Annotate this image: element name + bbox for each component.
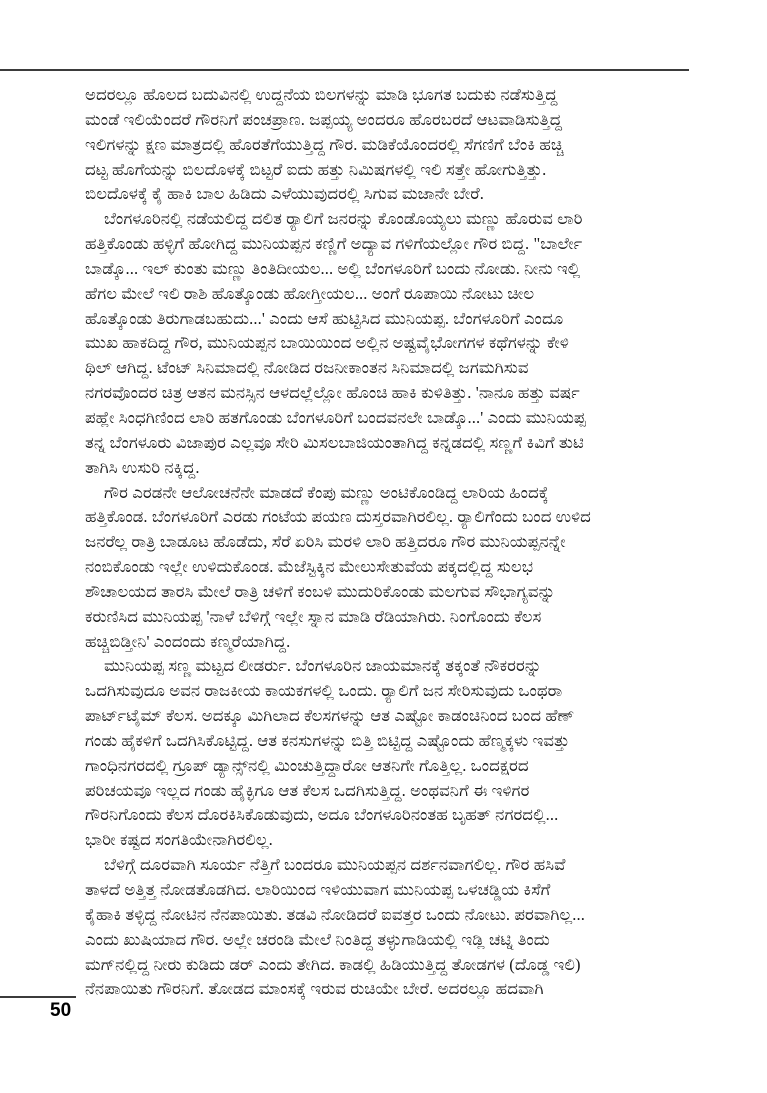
text-line: ಹಚ್ಚಿಬಿಡ್ತೀನಿ' ಎಂದಂದು ಕಣ್ಮರೆಯಾಗಿದ್ದ. [85,631,291,651]
text-line: ಕರುಣಿಸಿದ ಮುನಿಯಪ್ಪ 'ನಾಳೆ ಬೆಳಿಗ್ಗೆ ಇಲ್ಲೇ ಸ್ನಾನ ಮಾಡಿ ರೆಡಿಯಾಗಿರು. ನಿಂಗೊಂದು ಕೆಲಸ [85,606,542,626]
text-line: ಮಗ್‌ನಲ್ಲಿದ್ದ ನೀರು ಕುಡಿದು ಡರ್ ಎಂದು ತೇಗಿದ. ಕಾಡಲ್ಲಿ ಹಿಡಿಯುತ್ತಿದ್ದ ತೋಡಗಳ (ದೊಡ್ಡ ಇಲಿ) [85,954,581,974]
text-line: ಪಹ್ಲೇ ಸಿಂಧಗಿಣಿಂದ ಲಾರಿ ಹತಗೊಂಡು ಬೆಂಗಳೂರಿಗೆ ಬಂದವನಲೇ ಬಾಡ್ಕೊ...' ಎಂದು ಮುನಿಯಪ್ಪ [85,407,586,427]
text-line: ಪರಿಚಯವೂ ಇಲ್ಲದ ಗಂಡು ಹೈಕ್ಳಿಗೂ ಆತ ಕೆಲಸ ಒದಗಿಸುತ್ತಿದ್ದ. ಅಂಥವನಿಗೆ ಈ ಇಳಿಗರ [85,780,530,800]
text-line: ಮುನಿಯಪ್ಪ ಸಣ್ಣ ಮಟ್ಟದ ಲೀಡರ್ರು. ಬೆಂಗಳೂರಿನ ಜಾಯಮಾನಕ್ಕೆ ತಕ್ಕಂತೆ ನೌಕರರನ್ನು [104,656,542,676]
text-line: ಹೆಗಲ ಮೇಲೆ ಇಲಿ ರಾಶಿ ಹೊತ್ಕೊಂಡು ಹೋಗ್ತೀಯಲ... ಅಂಗೆ ರೂಪಾಯಿ ನೋಟು ಚೀಲ [85,283,535,303]
text-line: ಪಾರ್ಟ್‌ಟೈಮ್ ಕೆಲಸ. ಅದಕ್ಕೂ ಮಿಗಿಲಾದ ಕೆಲಸಗಳನ್ನು ಆತ ಎಷ್ಟೋ ಕಾಡಂಚಿನಿಂದ ಬಂದ ಹೆಣ್ [85,706,575,726]
paragraph [85,207,703,480]
text-line: ಇಲಿಗಳನ್ನು ಕ್ಷಣ ಮಾತ್ರದಲ್ಲಿ ಹೊರತೆಗೆಯುತ್ತಿದ್ದ ಗೌರ. ಮಡಿಕೆಯೊಂದರಲ್ಲಿ ಸೆಗಣಿಗೆ ಬೆಂಕಿ ಹಚ್ಚಿ [85,134,564,154]
text-line: ಗೌರನಿಗೊಂದು ಕೆಲಸ ದೊರಕಿಸಿಕೊಡುವುದು, ಅದೂ ಬೆಂಗಳೂರಿನಂತಹ ಬೃಹತ್ ನಗರದಲ್ಲಿ... [85,805,559,825]
text-line: ಮಂಡೆ ಇಲಿಯೆಂದರೆ ಗೌರನಿಗೆ ಪಂಚಪ್ರಾಣ. ಜಪ್ಪಯ್ಯ ಅಂದರೂ ಹೊರಬರದೆ ಆಟವಾಡಿಸುತ್ತಿದ್ದ [85,109,563,129]
text-line: ಎಂದು ಖುಷಿಯಾದ ಗೌರ. ಅಲ್ಲೇ ಚರಂಡಿ ಮೇಲೆ ನಿಂತಿದ್ದ ತಳ್ಳುಗಾಡಿಯಲ್ಲಿ ಇಡ್ಲಿ ಚಟ್ನಿ ತಿಂದು [85,929,550,949]
footer-rule [0,996,76,998]
text-line: ಒದಗಿಸುವುದೂ ಅವನ ರಾಜಕೀಯ ಕಾಯಕಗಳಲ್ಲಿ ಒಂದು. ರ‍್ಯಾಲಿಗೆ ಜನ ಸೇರಿಸುವುದು ಒಂಥರಾ [85,681,563,701]
text-line: ತನ್ನ ಬೆಂಗಳೂರು ವಿಜಾಪುರ ಎಲ್ಲವೂ ಸೇರಿ ಮಿಸಲಬಾಜಿಯಂತಾಗಿದ್ದ ಕನ್ನಡದಲ್ಲಿ ಸಣ್ಣಗೆ ಕಿವಿಗೆ ತುಟಿ [85,432,584,452]
text-line: ಗಾಂಧಿನಗರದಲ್ಲಿ ಗ್ರೂಪ್ ಡ್ಯಾನ್ಸ್‌ನಲ್ಲಿ ಮಿಂಚುತ್ತಿದ್ದಾರೋ ಆತನಿಗೇ ಗೊತ್ತಿಲ್ಲ. ಒಂದಕ್ಷರದ [85,755,529,775]
paragraph [85,83,703,207]
page-number: 50 [50,1000,72,1021]
text-block [85,83,703,1002]
text-line: ನೆನಪಾಯಿತು ಗೌರನಿಗೆ. ತೋಡದ ಮಾಂಸಕ್ಕೆ ಇರುವ ರುಚಿಯೇ ಬೇರೆ. ಅದರಲ್ಲೂ ಹದವಾಗಿ [85,979,544,999]
text-line: ಥಿಲ್ ಆಗಿದ್ದ. ಟೆಂಟ್ ಸಿನಿಮಾದಲ್ಲಿ ನೋಡಿದ ರಜನೀಕಾಂತನ ಸಿನಿಮಾದಲ್ಲಿ ಜಗಮಗಿಸುವ [85,358,529,378]
paragraph [85,654,703,853]
header-rule [0,69,689,71]
text-line: ಬೆಂಗಳೂರಿನಲ್ಲಿ ನಡೆಯಲಿದ್ದ ದಲಿತ ರ‍್ಯಾಲಿಗೆ ಜನರನ್ನು ಕೊಂಡೊಯ್ಯಲು ಮಣ್ಣು ಹೊರುವ ಲಾರಿ [104,209,583,229]
text-line: ಹತ್ತಿಕೊಂಡ. ಬೆಂಗಳೂರಿಗೆ ಎರಡು ಗಂಟೆಯ ಪಯಣ ದುಸ್ತರವಾಗಿರಲಿಲ್ಲ. ರ‍್ಯಾಲಿಗೆಂದು ಬಂದ ಉಳಿದ [85,507,591,527]
text-line: ಜನರೆಲ್ಲ ರಾತ್ರಿ ಬಾಡೂಟ ಹೊಡೆದು, ಸೆರೆ ಏರಿಸಿ ಮರಳಿ ಲಾರಿ ಹತ್ತಿದರೂ ಗೌರ ಮುನಿಯಪ್ಪನನ್ನೇ [85,532,566,552]
text-line: ಕೈಹಾಕಿ ತಳ್ಳಿದ್ದ ನೋಟಿನ ನೆನಪಾಯಿತು. ತಡವಿ ನೋಡಿದರೆ ಐವತ್ತರ ಒಂದು ನೋಟು. ಪರವಾಗಿಲ್ಲ... [85,904,585,924]
text-line: ದಟ್ಟ ಹೊಗೆಯನ್ನು ಬಿಲದೊಳಕ್ಕೆ ಬಿಟ್ಟರೆ ಐದು ಹತ್ತು ನಿಮಿಷಗಳಲ್ಲಿ ಇಲಿ ಸತ್ತೇ ಹೋಗುತ್ತಿತ್ತು. [85,159,547,179]
text-line: ತಾಳದೆ ಅತ್ತಿತ್ತ ನೋಡತೊಡಗಿದ. ಲಾರಿಯಿಂದ ಇಳಿಯುವಾಗ ಮುನಿಯಪ್ಪ ಒಳಚಡ್ಡಿಯ ಕಿಸೆಗೆ [85,880,551,899]
text-line: ಶೌಚಾಲಯದ ತಾರಸಿ ಮೇಲೆ ರಾತ್ರಿ ಚಳಿಗೆ ಕಂಬಳಿ ಮುದುರಿಕೊಂಡು ಮಲಗುವ ಸೌಭಾಗ್ಯವನ್ನು [85,581,556,601]
text-line: ಗೌರ ಎರಡನೇ ಆಲೋಚನೆನೇ ಮಾಡದೆ ಕೆಂಪು ಮಣ್ಣು ಅಂಟಿಕೊಂಡಿದ್ದ ಲಾರಿಯ ಹಿಂದಕ್ಕೆ [104,482,549,502]
text-line: ನಂಬಿಕೊಂಡು ಇಲ್ಲೇ ಉಳಿದುಕೊಂಡ. ಮೆಜೆಸ್ಟಿಕ್ಕಿನ ಮೇಲುಸೇತುವೆಯ ಪಕ್ಕದಲ್ಲಿದ್ದ ಸುಲಭ [85,557,534,577]
text-line: ಹೊತ್ಕೊಂಡು ತಿರುಗಾಡಬಹುದು...' ಎಂದು ಆಸೆ ಹುಟ್ಟಿಸಿದ ಮುನಿಯಪ್ಪ. ಬೆಂಗಳೂರಿಗೆ ಎಂದೂ [85,308,564,328]
text-line: ನಗರವೊಂದರ ಚಿತ್ರ ಆತನ ಮನಸ್ಸಿನ ಆಳದಲ್ಲೆಲ್ಲೋ ಹೊಂಚಿ ಹಾಕಿ ಕುಳಿತಿತ್ತು. 'ನಾನೂ ಹತ್ತು ವರ್ಷ [85,383,580,403]
text-line: ತಾಗಿಸಿ ಉಸುರಿ ನಕ್ಕಿದ್ದ. [85,457,200,477]
text-line: ಹತ್ತಿಕೊಂಡು ಹಳ್ಳಿಗೆ ಹೋಗಿದ್ದ ಮುನಿಯಪ್ಪನ ಕಣ್ಣಿಗೆ ಅದ್ಯಾವ ಗಳಿಗೆಯಲ್ಲೋ ಗೌರ ಬಿದ್ದ. "ಬಾರ್ಲೇ [85,234,583,254]
text-line: ಅದರಲ್ಲೂ ಹೊಲದ ಬದುವಿನಲ್ಲಿ ಉದ್ದನೆಯ ಬಿಲಗಳನ್ನು ಮಾಡಿ ಭೂಗತ ಬದುಕು ನಡೆಸುತ್ತಿದ್ದ [85,85,558,104]
text-line: ಭಾರೀ ಕಷ್ಟದ ಸಂಗತಿಯೇನಾಗಿರಲಿಲ್ಲ. [85,830,273,850]
text-line: ಮುಖ ಹಾಕದಿದ್ದ ಗೌರ, ಮುನಿಯಪ್ಪನ ಬಾಯಿಯಿಂದ ಅಲ್ಲಿನ ಅಷ್ಟವೈಭೋಗಗಳ ಕಥೆಗಳನ್ನು ಕೇಳಿ [85,333,569,353]
text-line: ಬಿಲದೊಳಕ್ಕೆ ಕೈ ಹಾಕಿ ಬಾಲ ಹಿಡಿದು ಎಳೆಯುವುದರಲ್ಲಿ ಸಿಗುವ ಮಜಾನೇ ಬೇರೆ. [85,184,485,204]
text-line: ಬೆಳಿಗ್ಗೆ ದೂರವಾಗಿ ಸೂರ್ಯ ನೆತ್ತಿಗೆ ಬಂದರೂ ಮುನಿಯಪ್ಪನ ದರ್ಶನವಾಗಲಿಲ್ಲ. ಗೌರ ಹಸಿವೆ [104,855,566,875]
text-line: ಗಂಡು ಹೈಕಳಿಗೆ ಒದಗಿಸಿಕೊಟ್ಟಿದ್ದ. ಆತ ಕನಸುಗಳನ್ನು ಬಿತ್ತಿ ಬಿಟ್ಟಿದ್ದ ಎಷ್ಟೊಂದು ಹೆಣ್ಮಕ್ಕಳು ಇವತ್ತು [85,730,570,750]
text-line: ಬಾಡ್ಕೊ... ಇಲ್ ಕುಂತು ಮಣ್ಣು ತಿಂತಿದೀಯಲ... ಅಲ್ಲಿ ಬೆಂಗಳೂರಿಗೆ ಬಂದು ನೋಡು. ನೀನು ಇಲ್ಲಿ [85,258,581,278]
paragraph [85,853,703,1002]
paragraph [85,481,703,655]
